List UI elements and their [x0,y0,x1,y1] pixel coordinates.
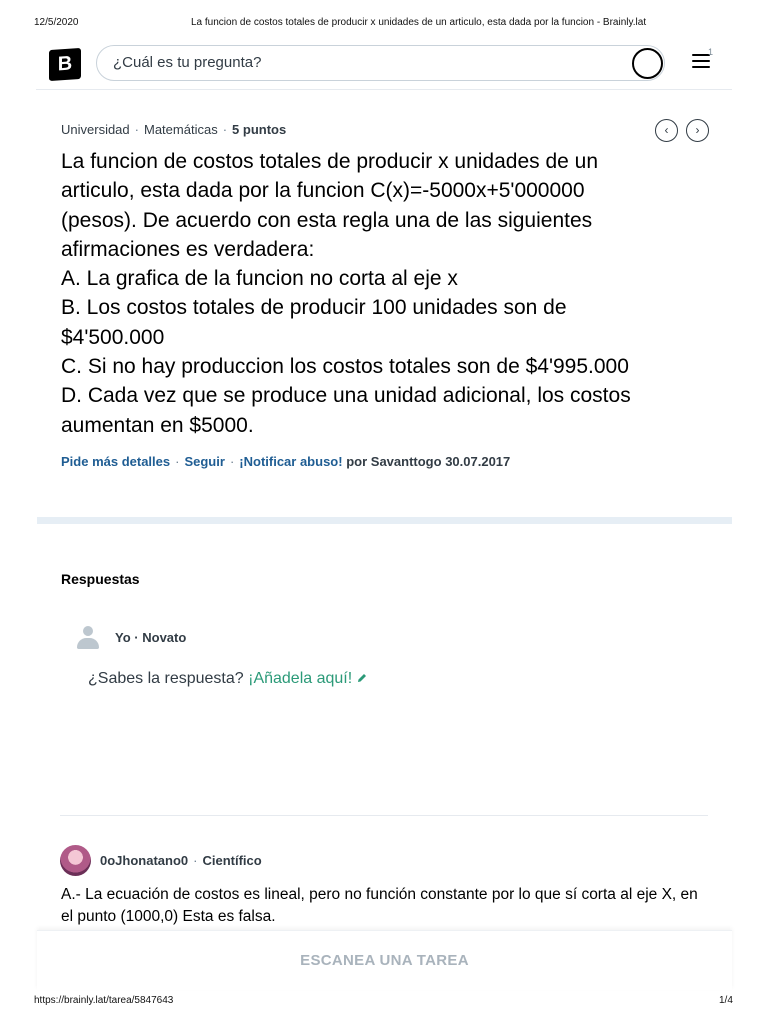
subject-label[interactable]: Matemáticas [144,122,218,137]
answers-heading: Respuestas [61,571,140,587]
pencil-icon [356,672,368,684]
meta-separator: · [134,122,139,137]
brainly-logo[interactable]: B [49,48,81,81]
answer-text: A.- La ecuación de costos es lineal, pero no función constante por lo que sí corta al eje X, en el punto (1000,0) Esta es falsa. [61,886,698,925]
question-author[interactable]: Savanttogo [370,454,442,469]
question-line: A. La grafica de la funcion no corta al eje x [61,267,458,291]
sticky-footer [37,930,732,990]
print-url: https://brainly.lat/tarea/5847643 [34,995,174,1006]
actions-separator: · [229,454,235,469]
answer-author-avatar[interactable] [60,845,91,876]
answer-separator [60,815,708,816]
follow-link[interactable]: Seguir [184,454,225,469]
print-title: La funcion de costos totales de producir x unidades de un articulo, esta dada por la funcion - Brainly.lat [191,17,647,28]
question-line: (pesos). De acuerdo con esta regla una de las siguientes [61,208,593,232]
chevron-right-icon: › [695,123,700,137]
section-divider [37,517,732,524]
question-actions [61,454,510,469]
next-question-button[interactable] [686,119,709,142]
search-box[interactable] [96,45,665,81]
answer-author-rank: Científico [202,853,262,868]
answer-author-name[interactable]: 0oJhonatano0 [100,853,189,868]
actions-separator: · [175,454,180,469]
meta-separator: · [222,122,228,137]
search-input[interactable] [113,54,613,71]
chevron-left-icon: ‹ [664,123,669,137]
previous-question-button[interactable] [655,119,678,142]
print-page-number: 1/4 [719,995,733,1006]
current-user [115,630,186,645]
question-line: D. Cada vez que se produce una unidad adicional, los costos [61,384,631,408]
print-footer [0,990,768,1024]
print-header [0,0,768,44]
user-avatar-icon [77,626,99,650]
print-date: 12/5/2020 [34,17,79,28]
add-answer-link[interactable] [248,670,368,687]
question-line: afirmaciones es verdadera: [61,237,315,261]
question-line: $4'500.000 [61,325,165,349]
add-answer-label: ¡Añadela aquí! [248,670,353,687]
level-label[interactable]: Universidad [61,122,130,137]
by-label: por [346,454,368,469]
question-line: C. Si no hay produccion los costos totales son de $4'995.000 [61,355,629,379]
question-text [61,147,711,440]
ask-details-link[interactable]: Pide más detalles [61,454,171,469]
question-meta [61,122,286,137]
current-user-rank: Novato [142,630,187,645]
question-line: articulo, esta dada por la funcion C(x)=-5000x+5'000000 [61,179,585,203]
prompt-question: ¿Sabes la respuesta? [88,670,244,687]
question-date: 30.07.2017 [445,454,511,469]
question-line: La funcion de costos totales de producir x unidades de un [61,150,599,173]
current-user-name: Yo [115,630,131,645]
notification-badge: 1 [708,47,714,57]
question-line: aumentan en $5000. [61,413,254,437]
user-separator: · [134,630,139,645]
top-bar [36,42,732,90]
question-line: B. Los costos totales de producir 100 unidades son de [61,296,567,320]
points-label: 5 puntos [232,122,287,137]
answer-author [100,853,262,868]
add-answer-prompt [88,670,368,688]
author-separator: · [193,853,198,868]
report-abuse-link[interactable]: ¡Notificar abuso! [239,454,343,469]
search-icon[interactable] [632,48,663,79]
scan-homework-button[interactable]: ESCANEA UNA TAREA [300,952,469,969]
